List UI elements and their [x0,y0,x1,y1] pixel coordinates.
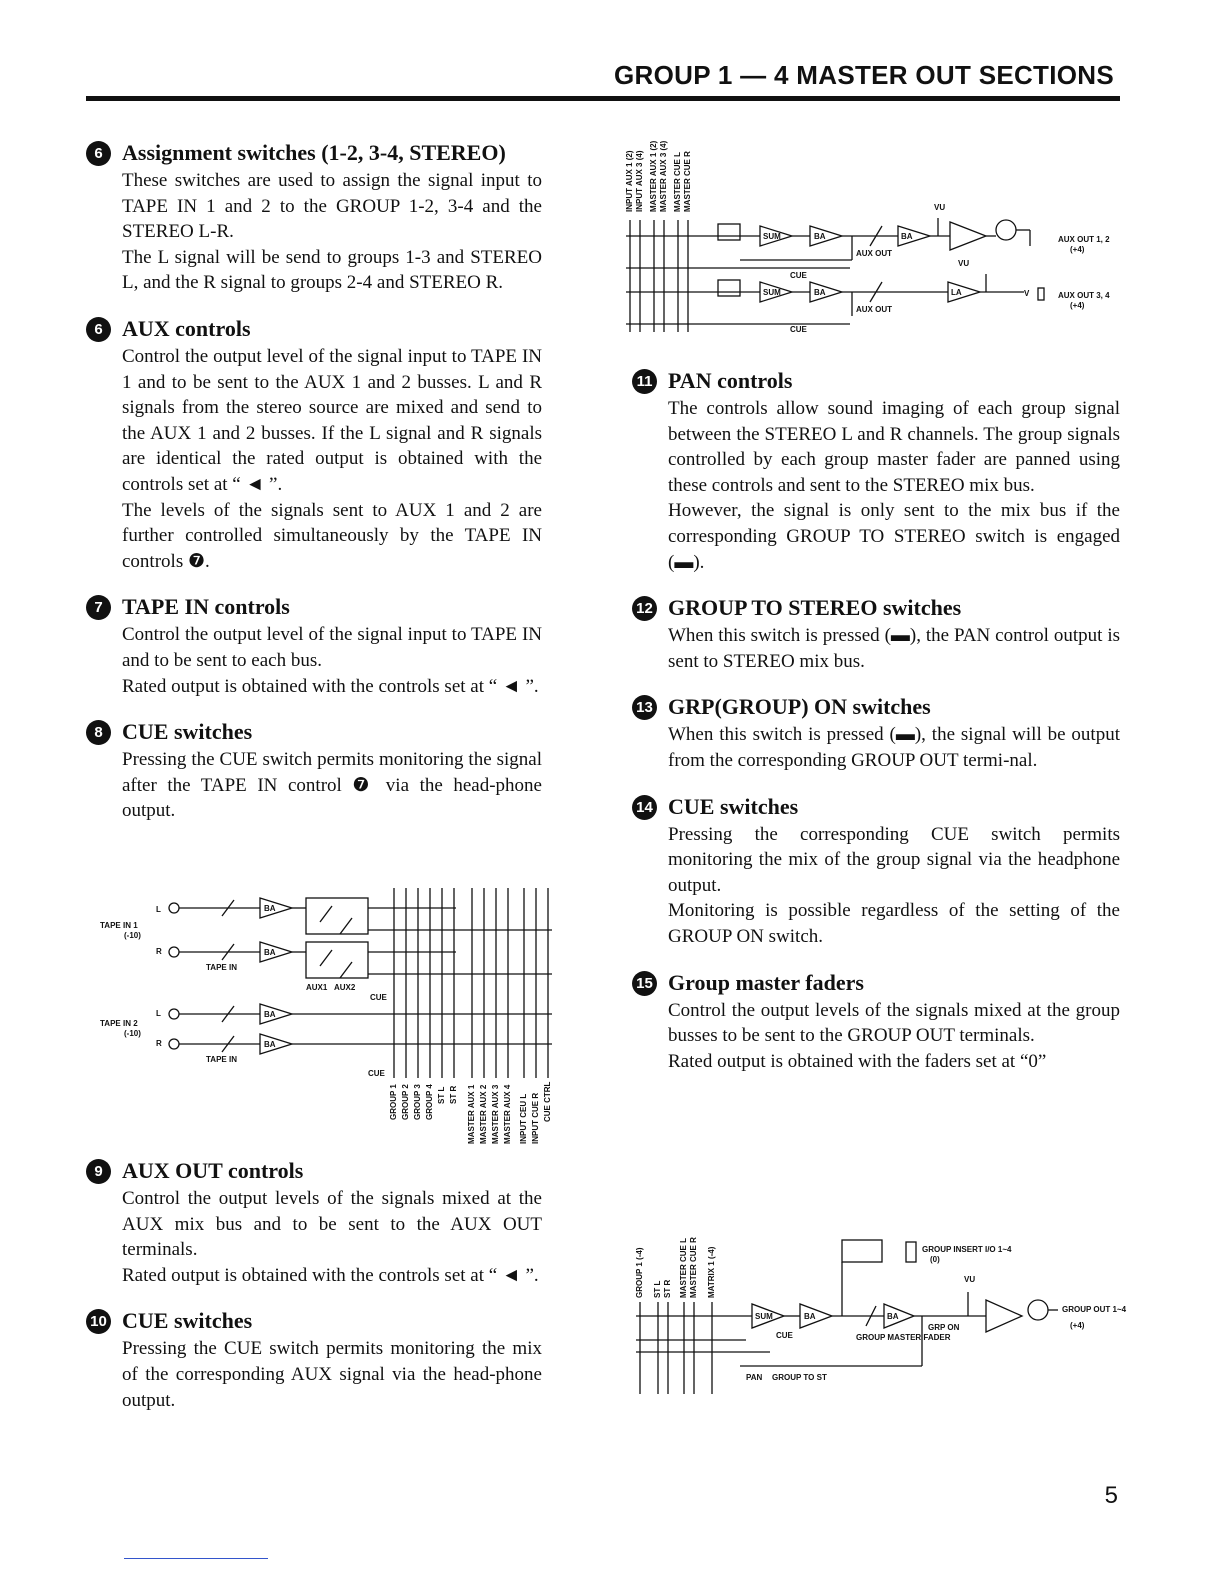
left-column [86,138,542,842]
section-tape-in-controls [86,592,542,699]
bus-label: MASTER CUE R [683,151,692,212]
tape-2-r [156,1034,552,1064]
svg-text:BA: BA [264,1040,276,1049]
svg-text:TAPE IN: TAPE IN [206,1055,237,1064]
svg-text:L: L [156,1009,161,1018]
paragraph: The controls allow sound imaging of each group signal between the STEREO L and R channels. The group signals controlled by each group master fader are panned using these controls and sent to the STEREO mix bus. [668,398,1120,496]
svg-text:VU: VU [958,259,970,268]
section-number: 13 [632,695,657,720]
tape-1-l [156,898,306,918]
section-cue-switches [86,717,542,824]
paragraph: Rated output is obtained with the controls set at “ ◄ ”. [122,675,539,697]
paragraph: Pressing the corresponding CUE switch permits monitoring the mix of the group signal via the headphone output. [668,823,1120,896]
tape-in-2-label: TAPE IN 2 [100,1019,138,1028]
section-title: CUE switches [122,1308,253,1334]
svg-text:GROUP 1: GROUP 1 [389,1084,398,1120]
bus-labels [635,1237,716,1298]
section-pan-controls [632,366,1120,575]
pan-label: PAN [746,1373,763,1382]
section-assignment-switches [86,138,542,296]
svg-text:(-10): (-10) [124,931,141,940]
paragraph: Rated output is obtained with the faders set at “0” [668,1050,1047,1072]
svg-text:CUE: CUE [370,993,387,1002]
paragraph: When this switch is pressed (▬), the signal will be output from the corresponding GROUP OUT termi-nal. [668,724,1120,771]
cue-label: CUE [790,271,807,280]
aux-out-label: AUX OUT [856,249,892,258]
section-title: Group master faders [668,969,864,995]
paragraph: Monitoring is possible regardless of the setting of the GROUP ON switch. [668,900,1120,947]
section-number: 7 [86,595,111,620]
section-aux-controls [86,314,542,574]
bus-labels [625,140,692,212]
svg-text:VU: VU [964,1275,976,1284]
section-number: 6 [86,141,111,166]
svg-text:MATRIX 1 (-4): MATRIX 1 (-4) [707,1246,716,1298]
svg-text:BA: BA [264,1010,276,1019]
svg-text:MASTER AUX 4: MASTER AUX 4 [503,1084,512,1144]
section-title: GRP(GROUP) ON switches [668,694,931,720]
svg-text:BA: BA [264,904,276,913]
svg-text:(+4): (+4) [1070,245,1085,254]
group-block-diagram [630,1222,1127,1398]
aux-out-block-diagram [620,128,1120,340]
svg-text:V: V [1024,289,1030,298]
svg-text:GROUP 2: GROUP 2 [401,1084,410,1120]
section-title: AUX OUT controls [122,1158,304,1183]
svg-text:R: R [156,947,162,956]
page-number: 5 [1104,1482,1118,1509]
paragraph: However, the signal is only sent to the mix bus if the corresponding GROUP TO STEREO switch is engaged (▬). [668,500,1120,573]
section-aux-cue-switches [86,1306,542,1413]
svg-text:GROUP 4: GROUP 4 [425,1084,434,1120]
svg-text:GROUP 3: GROUP 3 [413,1084,422,1120]
aux1-label: AUX1 [306,983,328,992]
section-title: TAPE IN controls [122,594,290,620]
svg-text:ST R: ST R [449,1085,458,1104]
section-aux-out-controls [86,1156,542,1288]
paragraph: Pressing the CUE switch permits monitoring the signal after the TAPE IN control ❼ via the head-phone output. [122,749,542,822]
svg-text:SUM: SUM [763,288,781,297]
svg-text:CUE: CUE [368,1069,385,1078]
group-out-label: GROUP OUT 1~4 [1062,1305,1127,1314]
section-number: 15 [632,971,657,996]
svg-text:MASTER AUX 3: MASTER AUX 3 [491,1084,500,1144]
paragraph: These switches are used to assign the signal input to TAPE IN 1 and 2 to the GROUP 1-2, 3-4 and the STEREO L-R. [122,170,542,243]
svg-text:ST R: ST R [663,1279,672,1298]
svg-text:MASTER AUX 2: MASTER AUX 2 [479,1084,488,1144]
svg-text:BA: BA [814,288,826,297]
ba-label: BA [814,232,826,241]
tape-2-l [156,1004,552,1024]
paragraph: The levels of the signals sent to AUX 1 and 2 are further controlled simultaneously by the TAPE IN controls ❼. [122,499,542,572]
bus-lines [368,888,552,1078]
bus-label: INPUT AUX 1 (2) [625,150,634,212]
svg-text:MASTER CUE L: MASTER CUE L [679,1238,688,1298]
tape-1-r [156,942,306,972]
header-rule [86,96,1120,101]
section-number: 6 [86,317,111,342]
aux-out-34-label: AUX OUT 3, 4 [1058,291,1110,300]
group-insert-label: GROUP INSERT I/O 1~4 [922,1245,1012,1254]
bus-labels [389,1081,552,1144]
svg-text:(+4): (+4) [1070,301,1085,310]
svg-text:MASTER CUE R: MASTER CUE R [689,1237,698,1298]
aux2-label: AUX2 [334,983,356,992]
bus-label: INPUT AUX 3 (4) [635,150,644,212]
section-number: 10 [86,1309,111,1334]
svg-text:INPUT CUE R: INPUT CUE R [531,1092,540,1144]
bus-lines [630,220,688,332]
paragraph: Pressing the CUE switch permits monitoring the mix of the corresponding AUX signal via the head-phone output. [122,1338,542,1411]
section-title: GROUP TO STEREO switches [668,595,962,621]
left-column-bottom [86,1156,542,1431]
bus-label: MASTER CUE L [673,152,682,212]
right-column [632,366,1120,1092]
page-title: GROUP 1 — 4 MASTER OUT SECTIONS [614,60,1114,90]
tape-in-block-diagram [96,882,556,1150]
paragraph: Control the output levels of the signals mixed at the group busses to be sent to the GROUP OUT terminals. [668,999,1120,1047]
paragraph: The L signal will be send to groups 1-3 and STEREO L, and the R signal to groups 2-4 and STEREO R. [122,246,542,294]
svg-text:CUE: CUE [790,325,807,334]
paragraph: Control the output levels of the signals mixed at the AUX mix bus and to be sent to the AUX OUT terminals. [122,1188,542,1261]
section-number: 9 [86,1159,111,1184]
svg-text:BA: BA [901,232,913,241]
svg-text:R: R [156,1039,162,1048]
paragraph: Control the output level of the signal input to TAPE IN 1 and to be sent to the AUX 1 and 2 busses. L and R signals from the stereo source are mixed and send to the AUX 1 and 2 busses. If the L signal and R signals are identical the rated output is obtained with the controls set at “ ◄ ”. [122,345,542,495]
bus-label: MASTER AUX 1 (2) [649,140,658,212]
svg-text:(+4): (+4) [1070,1321,1085,1330]
section-title: Assignment switches (1-2, 3-4, STEREO) [122,140,506,165]
section-title: CUE switches [122,719,253,745]
svg-text:INPUT CEU L: INPUT CEU L [519,1093,528,1144]
section-group-cue [632,792,1120,950]
group-master-fader-label: GROUP MASTER FADER [856,1333,951,1342]
section-grp-on [632,692,1120,773]
bus-label: MASTER AUX 3 (4) [659,140,668,212]
svg-text:AUX OUT: AUX OUT [856,305,892,314]
svg-text:(0): (0) [930,1255,940,1264]
svg-text:BA: BA [264,948,276,957]
section-title: AUX controls [122,315,251,341]
svg-text:CUE: CUE [776,1331,793,1340]
aux-out-12-label: AUX OUT 1, 2 [1058,235,1110,244]
grp-on-label: GRP ON [928,1323,960,1332]
svg-text:SUM: SUM [755,1312,773,1321]
paragraph: When this switch is pressed (▬), the PAN control output is sent to STEREO mix bus. [668,625,1120,672]
group-to-st-label: GROUP TO ST [772,1373,827,1382]
tape-in-1-label: TAPE IN 1 [100,921,138,930]
section-group-master-faders [632,968,1120,1075]
svg-text:GROUP 1 (-4): GROUP 1 (-4) [635,1247,644,1298]
svg-text:TAPE IN: TAPE IN [206,963,237,972]
svg-text:MASTER AUX 1: MASTER AUX 1 [467,1084,476,1144]
vu-label: VU [934,203,946,212]
svg-text:ST L: ST L [437,1086,446,1104]
section-group-to-stereo [632,593,1120,674]
section-number: 12 [632,596,657,621]
paragraph: Control the output level of the signal input to TAPE IN and to be sent to each bus. [122,624,542,671]
svg-text:(-10): (-10) [124,1029,141,1038]
section-number: 14 [632,795,657,820]
svg-text:BA: BA [804,1312,816,1321]
svg-text:L: L [156,905,161,914]
section-number: 11 [632,369,657,394]
bottom-rule [124,1558,268,1559]
la-label: LA [951,288,962,297]
paragraph: Rated output is obtained with the controls set at “ ◄ ”. [122,1264,539,1286]
svg-text:BA: BA [887,1312,899,1321]
section-title: PAN controls [668,368,793,393]
section-number: 8 [86,720,111,745]
svg-text:ST L: ST L [653,1280,662,1298]
svg-text:CUE CTRL: CUE CTRL [543,1081,552,1122]
section-title: CUE switches [668,793,799,819]
sum-label: SUM [763,232,781,241]
